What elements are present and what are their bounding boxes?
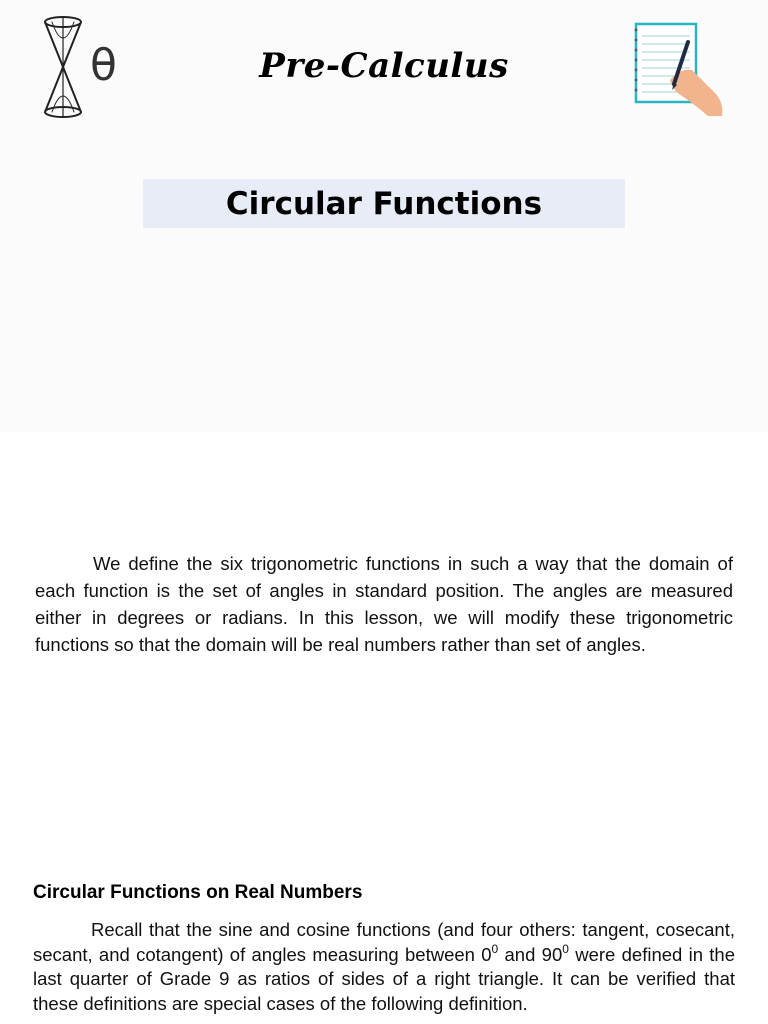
lesson-title: Circular Functions — [225, 185, 543, 222]
angle-low-exponent: 0 — [491, 941, 499, 956]
lesson-title-banner — [143, 179, 625, 228]
section-text-part2: were defined in the last quarter of Grade 9 as ratios of sides of a right triangle. It can be verified that these definitions are special cases of the following definition. — [33, 943, 736, 1014]
intro-paragraph: We define the six trigonometric functions in such a way that the domain of each function is the set of angles in standard position. The angles are measured either in degrees or radians. In this lesson, we will modify these trigonometric functions so that the domain will be real numbers rather than set of angles. — [35, 553, 733, 655]
hand-writing-notebook-icon — [630, 20, 730, 122]
section-paragraph — [33, 918, 735, 1016]
section-text-part1: Recall that the sine and cosine functions (and four others: tangent, cosecant, secant, and cotangent) of angles measuring between — [33, 919, 735, 965]
section-heading: Circular Functions on Real Numbers — [33, 882, 363, 903]
angle-low: 0 — [481, 943, 492, 965]
theta-symbol: θ — [90, 40, 117, 91]
section-text-and: and — [498, 943, 542, 965]
angle-high-exponent: 0 — [562, 941, 569, 956]
angle-high: 90 — [541, 943, 563, 965]
brand-title: Pre-Calculus — [259, 46, 509, 86]
